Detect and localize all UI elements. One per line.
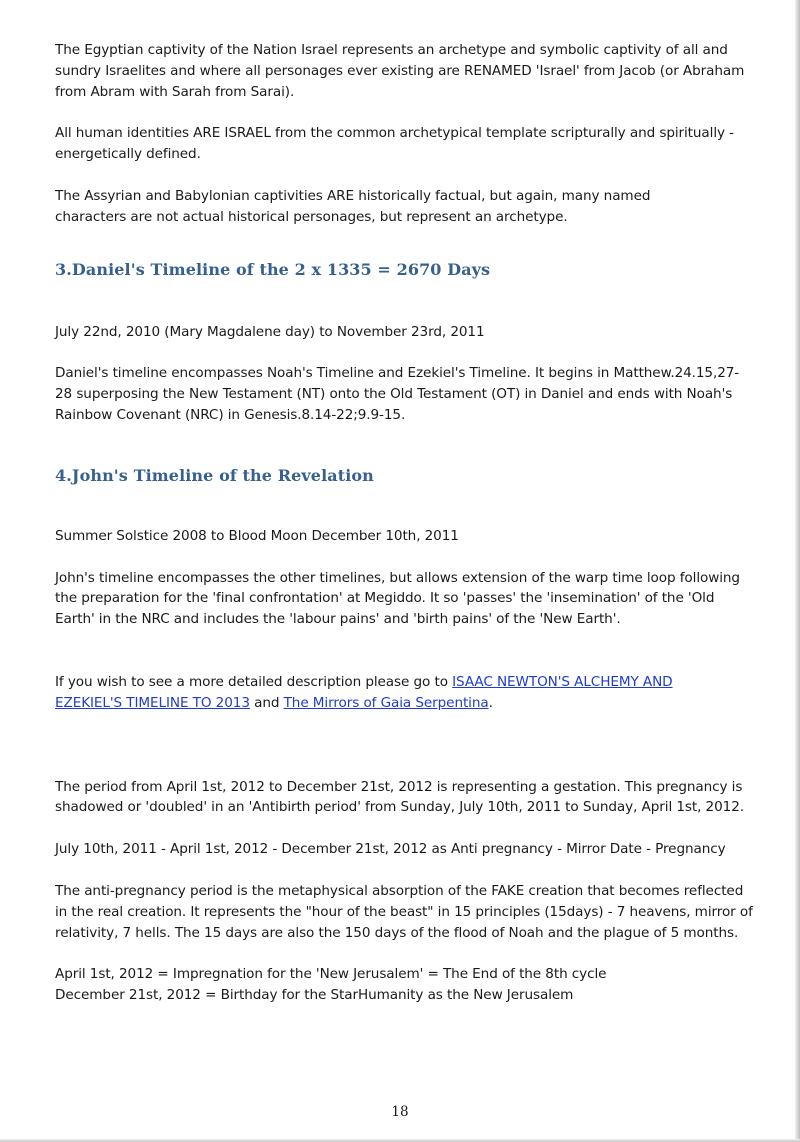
heading-daniels-timeline: 3.Daniel's Timeline of the 2 x 1335 = 2670 Days	[55, 259, 491, 279]
paragraph-human-identities: All human identities ARE ISRAEL from the common archetypical template scripturally and spiritually - energetically defined.	[55, 125, 734, 163]
paragraph-gestation-period: The period from April 1st, 2012 to December 21st, 2012 is representing a gestation. This pregnancy is shadowed or 'doubled' in an 'Antibirth period' from Sunday, July 10th, 2011 to Sunday, April 1st, 2012.	[55, 778, 744, 816]
more-details-suffix: .	[488, 694, 493, 711]
paragraph-john-dates: Summer Solstice 2008 to Blood Moon December 10th, 2011	[55, 527, 459, 544]
paragraph-birthday-line: December 21st, 2012 = Birthday for the StarHumanity as the New Jerusalem	[55, 987, 574, 1004]
paragraph-anti-pregnancy-description: The anti-pregnancy period is the metaphysical absorption of the FAKE creation that becomes reflected in the real creation. It represents the "hour of the beast" in 15 principles (15days) - 7 heavens, mirror of relativity, 7 hells. The 15 days are also the 150 days of the flood of Noah and the plague of 5 months.	[55, 882, 753, 941]
paragraph-anti-pregnancy-dates: July 10th, 2011 - April 1st, 2012 - December 21st, 2012 as Anti pregnancy - Mirror Date - Pregnancy	[55, 841, 726, 858]
heading-johns-timeline: 4.John's Timeline of the Revelation	[55, 465, 374, 485]
page-number: 18	[391, 1104, 409, 1120]
paragraph-daniel-description: Daniel's timeline encompasses Noah's Timeline and Ezekiel's Timeline. It begins in Matthew.24.15,27-28 superposing the New Testament (NT) onto the Old Testament (OT) in Daniel and ends with Noah's Rainbow Covenant (NRC) in Genesis.8.14-22;9.9-15.	[55, 365, 740, 423]
paragraph-daniel-dates: July 22nd, 2010 (Mary Magdalene day) to November 23rd, 2011	[55, 323, 485, 340]
more-details-prefix: If you wish to see a more detailed description please go to	[55, 673, 453, 690]
more-details-middle: and	[249, 694, 284, 711]
paragraph-egyptian-captivity: The Egyptian captivity of the Nation Israel represents an archetype and symbolic captivity of all and sundry Israelites and where all personages ever existing are RENAMED 'Israel' from Jacob (or Abraham from Abram with Sarah from Sarai).	[55, 42, 745, 100]
paragraph-john-description: John's timeline encompasses the other timelines, but allows extension of the warp time loop following the preparation for the 'final confrontation' at Megiddo. It so 'passes' the 'insemination' of the 'Old Earth' in the NRC and includes the 'labour pains' and 'birth pains' of the 'New Earth'.	[55, 569, 740, 628]
paragraph-impregnation-line: April 1st, 2012 = Impregnation for the 'New Jerusalem' = The End of the 8th cycle	[55, 966, 607, 983]
paragraph-more-details	[55, 672, 715, 714]
document-page	[55, 40, 755, 1006]
paragraph-assyrian-babylonian: The Assyrian and Babylonian captivities ARE historically factual, but again, many named characters are not actual historical personages, but represent an archetype.	[55, 187, 651, 225]
link-mirrors-of-gaia[interactable]: The Mirrors of Gaia Serpentina	[283, 694, 489, 711]
page-edge-shadow-right	[795, 0, 800, 1142]
link-isaac-newton-alchemy[interactable]: ISAAC NEWTON'S ALCHEMY AND EZEKIEL'S TIMELINE TO 2013	[55, 673, 673, 711]
